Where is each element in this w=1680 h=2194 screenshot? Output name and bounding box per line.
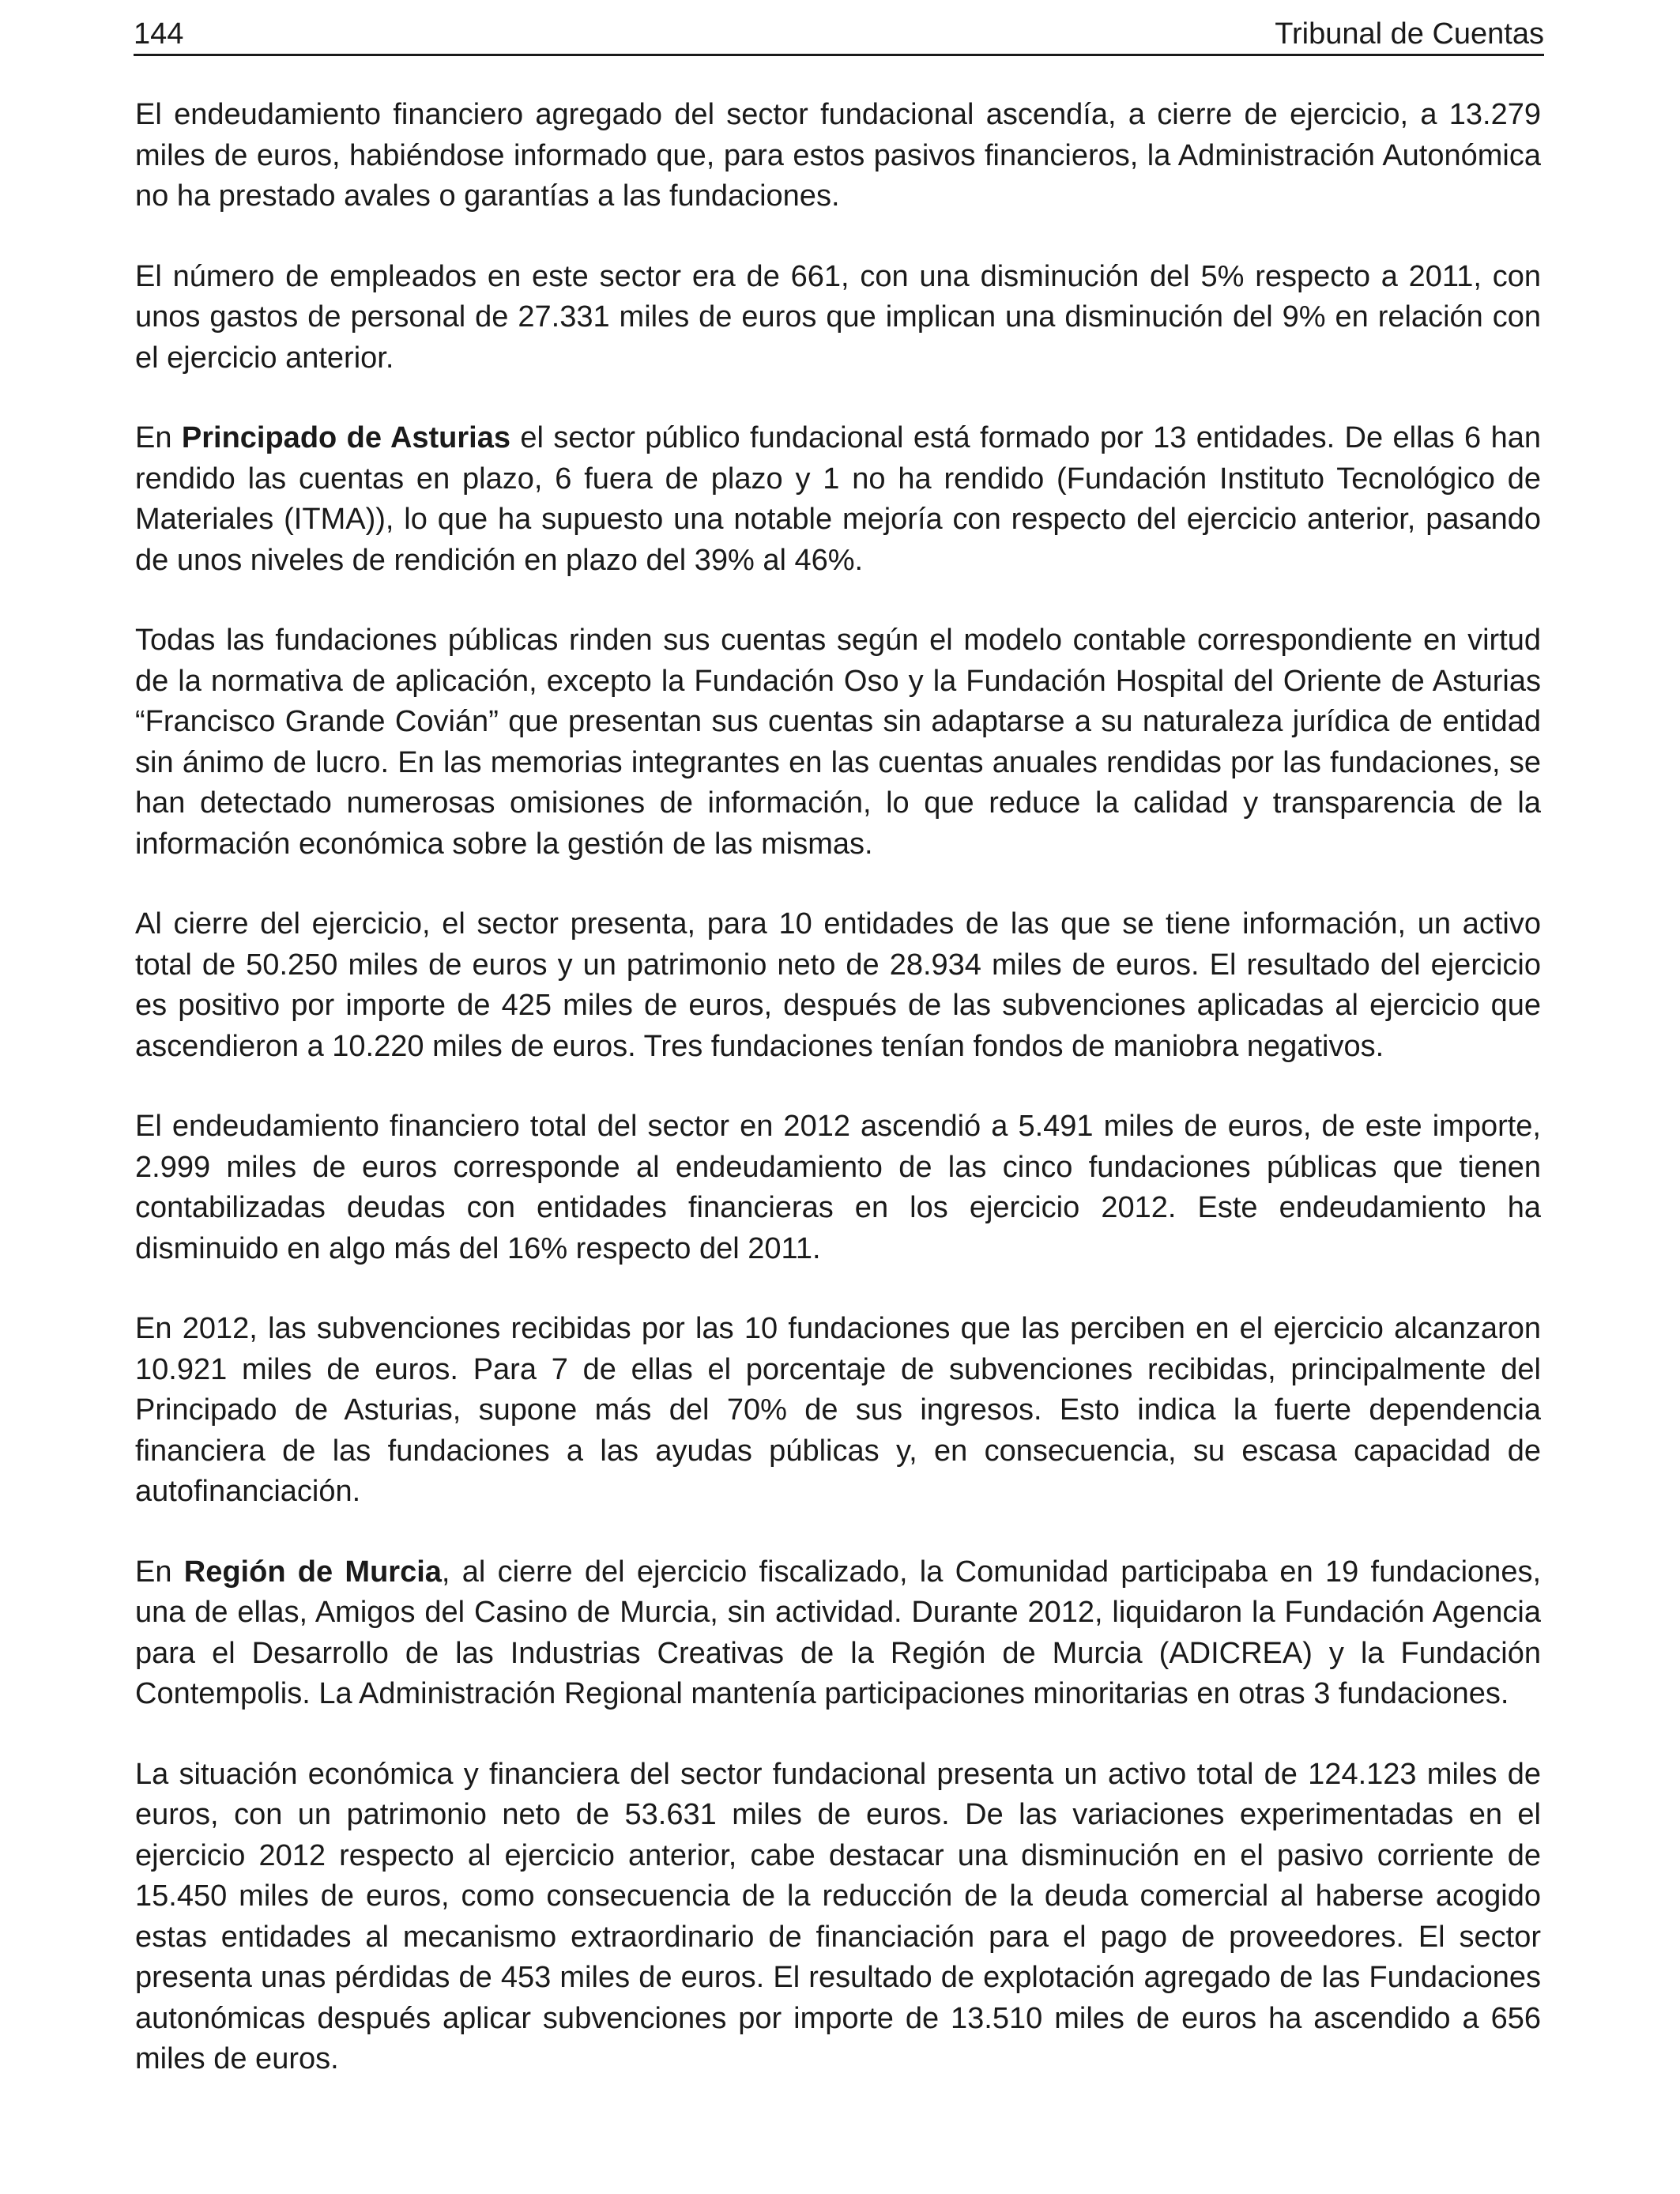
paragraph <box>135 620 1541 865</box>
paragraph-text: En <box>135 421 182 454</box>
paragraph-text: En <box>135 1555 184 1589</box>
paragraph-text: La situación económica y financiera del sector fundacional presenta un activo total de 124.123 miles de euros, con un patrimonio neto de 53.631 miles de euros. De las variaciones experimentadas en el ejercicio 2012 respecto al ejercicio anterior, cabe destacar una disminución en el pasivo corriente de 15.450 miles de euros, como consecuencia de la reducción de la deuda comercial al haberse acogido estas entidades al mecanismo extraordinario de financiación para el pago de proveedores. El sector presenta unas pérdidas de 453 miles de euros. El resultado de explotación agregado de las Fundaciones autonómicas después aplicar subvenciones por importe de 13.510 miles de euros ha ascendido a 656 miles de euros. <box>135 1757 1541 2075</box>
paragraph-text: El número de empleados en este sector era de 661, con una disminución del 5% respecto a 2011, con unos gastos de personal de 27.331 miles de euros que implican una disminución del 9% en relación con el ejercicio anterior. <box>135 259 1541 375</box>
paragraph <box>135 418 1541 581</box>
paragraph <box>135 257 1541 379</box>
paragraph-text: El endeudamiento financiero agregado del sector fundacional ascendía, a cierre de ejercicio, a 13.279 miles de euros, habiéndose informado que, para estos pasivos financieros, la Administración Autonómica no ha prestado avales o garantías a las fundaciones. <box>135 98 1541 213</box>
paragraph <box>135 1309 1541 1513</box>
paragraph <box>135 904 1541 1067</box>
paragraph <box>135 95 1541 217</box>
paragraph-text: Al cierre del ejercicio, el sector presenta, para 10 entidades de las que se tiene información, un activo total de 50.250 miles de euros y un patrimonio neto de 28.934 miles de euros. El resultado del ejercicio es positivo por importe de 425 miles de euros, después de las subvenciones aplicadas al ejercicio que ascendieron a 10.220 miles de euros. Tres fundaciones tenían fondos de maniobra negativos. <box>135 907 1541 1063</box>
region-heading-asturias: Principado de Asturias <box>181 421 511 454</box>
body-text <box>135 95 1541 2080</box>
region-heading-murcia: Región de Murcia <box>183 1555 442 1589</box>
paragraph <box>135 1106 1541 1269</box>
paragraph-text: el sector público fundacional está formado por 13 entidades. De ellas 6 han rendido las cuentas en plazo, 6 fuera de plazo y 1 no ha rendido (Fundación Instituto Tecnológico de Materiales (ITMA)), lo que ha supuesto una notable mejoría con respecto del ejercicio anterior, pasando de unos niveles de rendición en plazo del 39% al 46%. <box>135 421 1541 577</box>
paragraph-text: , al cierre del ejercicio fiscalizado, la Comunidad participaba en 19 fundaciones, una de ellas, Amigos del Casino de Murcia, sin actividad. Durante 2012, liquidaron la Fundación Agencia para el Desarrollo de las Industrias Creativas de la Región de Murcia (ADICREA) y la Fundación Contempolis. La Administración Regional mantenía participaciones minoritarias en otras 3 fundaciones. <box>135 1555 1542 1710</box>
paragraph-text: Todas las fundaciones públicas rinden sus cuentas según el modelo contable correspondiente en virtud de la normativa de aplicación, excepto la Fundación Oso y la Fundación Hospital del Oriente de Asturias “Francisco Grande Covián” que presentan sus cuentas sin adaptarse a su naturaleza jurídica de entidad sin ánimo de lucro. En las memorias integrantes en las cuentas anuales rendidas por las fundaciones, se han detectado numerosas omisiones de información, lo que reduce la calidad y transparencia de la información económica sobre la gestión de las mismas. <box>135 624 1541 861</box>
page-header <box>134 14 1544 56</box>
paragraph-text: El endeudamiento financiero total del sector en 2012 ascendió a 5.491 miles de euros, de este importe, 2.999 miles de euros corresponde al endeudamiento de las cinco fundaciones públicas que tienen contabilizadas deudas con entidades financieras en los ejercicio 2012. Este endeudamiento ha disminuido en algo más del 16% respecto del 2011. <box>135 1110 1541 1265</box>
paragraph-text: En 2012, las subvenciones recibidas por las 10 fundaciones que las perciben en el ejercicio alcanzaron 10.921 miles de euros. Para 7 de ellas el porcentaje de subvenciones recibidas, principalmente del Principado de Asturias, supone más del 70% de sus ingresos. Esto indica la fuerte dependencia financiera de las fundaciones a las ayudas públicas y, en consecuencia, su escasa capacidad de autofinanciación. <box>135 1312 1541 1508</box>
paragraph <box>135 1755 1541 2080</box>
page-number: 144 <box>134 17 184 51</box>
paragraph <box>135 1552 1541 1715</box>
running-title: Tribunal de Cuentas <box>1275 17 1544 51</box>
